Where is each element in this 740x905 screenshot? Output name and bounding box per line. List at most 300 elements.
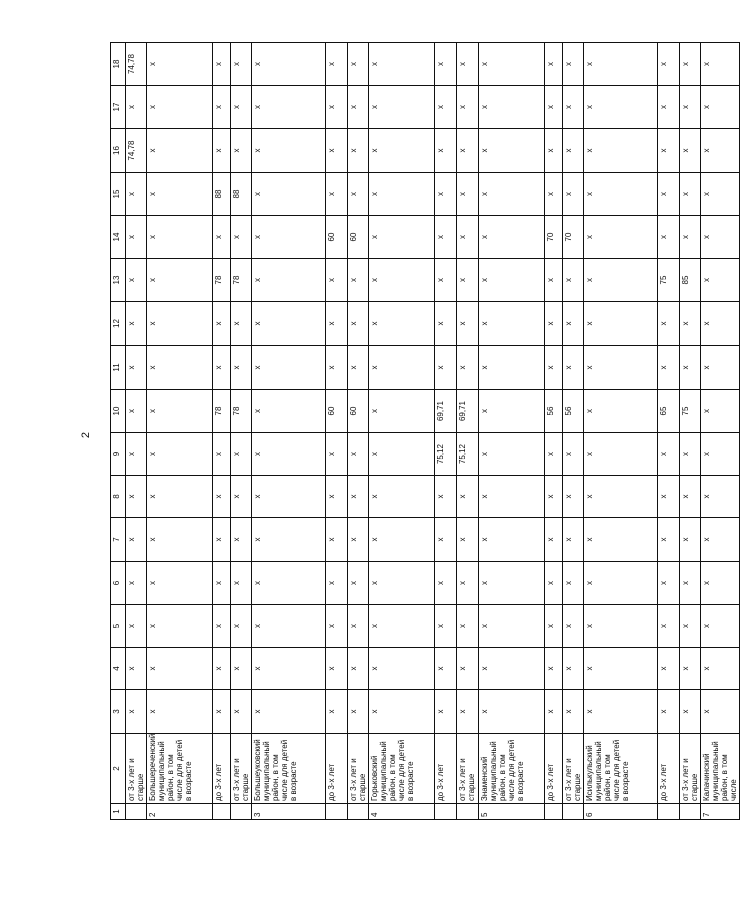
table-cell: х xyxy=(680,129,701,173)
table-cell: х xyxy=(658,86,680,129)
column-header: 2 xyxy=(111,734,126,804)
row-number xyxy=(213,804,231,820)
row-number: 3 xyxy=(252,804,326,820)
table-cell: х xyxy=(435,476,457,518)
table-cell: х xyxy=(545,518,563,562)
row-number: 6 xyxy=(584,804,658,820)
table-cell: х xyxy=(479,173,545,216)
table-cell: х xyxy=(126,476,147,518)
table-cell: х xyxy=(147,259,213,302)
table-cell: х xyxy=(658,173,680,216)
table-cell: х xyxy=(545,346,563,390)
table-cell: х xyxy=(479,302,545,346)
column-header: 18 xyxy=(111,43,126,86)
row-label: Большеуковский муниципальный район, в том числе для детей в возрасте xyxy=(252,734,326,804)
table-cell: 75,12 xyxy=(435,433,457,476)
table-cell: х xyxy=(348,562,369,605)
table-cell: х xyxy=(369,173,435,216)
table-row xyxy=(231,43,252,820)
table-cell: х xyxy=(545,605,563,648)
table-cell: х xyxy=(252,173,326,216)
row-label: от 3-х лет и старше xyxy=(348,734,369,804)
table-row xyxy=(213,43,231,820)
table-cell: х xyxy=(326,690,348,734)
table-cell: х xyxy=(584,648,658,690)
table-cell: х xyxy=(348,518,369,562)
table-cell: х xyxy=(584,259,658,302)
column-header: 7 xyxy=(111,518,126,562)
row-number xyxy=(126,804,147,820)
table-row xyxy=(126,43,147,820)
table-cell: х xyxy=(231,86,252,129)
table-cell: х xyxy=(435,259,457,302)
table-row xyxy=(701,43,740,820)
table-cell: х xyxy=(584,476,658,518)
table-cell: х xyxy=(231,302,252,346)
table-row xyxy=(680,43,701,820)
row-number: 5 xyxy=(479,804,545,820)
table-cell: х xyxy=(326,86,348,129)
row-label: от 3-х лет и старше xyxy=(563,734,584,804)
table-cell: х xyxy=(658,302,680,346)
table-cell: х xyxy=(680,302,701,346)
table-cell: х xyxy=(701,605,740,648)
table-cell: х xyxy=(369,690,435,734)
column-header: 10 xyxy=(111,390,126,433)
table-cell: х xyxy=(369,86,435,129)
header-row xyxy=(111,43,126,820)
table-cell: х xyxy=(435,690,457,734)
table-cell: х xyxy=(252,129,326,173)
table-cell: х xyxy=(147,43,213,86)
table-row xyxy=(435,43,457,820)
table-cell: х xyxy=(213,690,231,734)
table-cell: х xyxy=(457,86,479,129)
table-cell: х xyxy=(545,86,563,129)
table-cell: х xyxy=(126,562,147,605)
table-cell: х xyxy=(348,129,369,173)
table-cell: х xyxy=(680,43,701,86)
table-cell: х xyxy=(545,129,563,173)
table-cell: х xyxy=(213,129,231,173)
table-cell: х xyxy=(348,86,369,129)
table-cell: х xyxy=(147,86,213,129)
table-cell: х xyxy=(369,43,435,86)
table-cell: х xyxy=(658,346,680,390)
column-header: 16 xyxy=(111,129,126,173)
table-row xyxy=(457,43,479,820)
row-label: Исилькульский муниципальный район, в том числе для детей в возрасте xyxy=(584,734,658,804)
table-cell: х xyxy=(348,346,369,390)
table-cell: х xyxy=(680,648,701,690)
table-cell: х xyxy=(479,129,545,173)
table-cell: 60 xyxy=(348,390,369,433)
table-cell: х xyxy=(369,216,435,259)
table-cell: х xyxy=(658,476,680,518)
table-cell: х xyxy=(435,605,457,648)
table-cell: х xyxy=(126,346,147,390)
table-cell: х xyxy=(701,433,740,476)
table-cell: х xyxy=(457,346,479,390)
table-cell: 78 xyxy=(213,259,231,302)
table-cell: х xyxy=(545,433,563,476)
table-cell: х xyxy=(563,518,584,562)
row-number xyxy=(457,804,479,820)
table-cell: х xyxy=(658,129,680,173)
table-cell: х xyxy=(457,690,479,734)
table-cell: х xyxy=(584,390,658,433)
table-cell: х xyxy=(348,605,369,648)
table-cell: х xyxy=(658,216,680,259)
row-label: до 3-х лет xyxy=(326,734,348,804)
table-cell: х xyxy=(658,605,680,648)
table-cell: х xyxy=(435,346,457,390)
row-label: до 3-х лет xyxy=(658,734,680,804)
table-cell: х xyxy=(326,476,348,518)
table-cell: х xyxy=(658,433,680,476)
table-cell: х xyxy=(147,302,213,346)
table-cell: 70 xyxy=(545,216,563,259)
column-header: 3 xyxy=(111,690,126,734)
table-cell: х xyxy=(658,648,680,690)
table-cell: х xyxy=(479,43,545,86)
row-label: от 3-х лет и старше xyxy=(126,734,147,804)
table-cell: х xyxy=(584,518,658,562)
table-cell: х xyxy=(584,346,658,390)
table-cell: х xyxy=(231,476,252,518)
table-cell: х xyxy=(479,433,545,476)
table-cell: х xyxy=(701,302,740,346)
row-label: до 3-х лет xyxy=(213,734,231,804)
table-cell: х xyxy=(126,648,147,690)
column-header: 1 xyxy=(111,804,126,820)
column-header: 12 xyxy=(111,302,126,346)
row-number xyxy=(348,804,369,820)
row-number xyxy=(658,804,680,820)
table-cell: 88 xyxy=(213,173,231,216)
table-cell: х xyxy=(348,476,369,518)
table-cell: х xyxy=(126,605,147,648)
table-cell: х xyxy=(479,605,545,648)
table-cell: х xyxy=(435,302,457,346)
table-cell: х xyxy=(231,690,252,734)
table-cell: х xyxy=(457,562,479,605)
table-cell: х xyxy=(584,433,658,476)
table-cell: х xyxy=(457,648,479,690)
table-cell: х xyxy=(213,216,231,259)
table-cell: х xyxy=(545,690,563,734)
table-cell: х xyxy=(584,302,658,346)
table-cell: х xyxy=(252,648,326,690)
table-cell: х xyxy=(252,562,326,605)
table-cell: 60 xyxy=(326,216,348,259)
row-number: 4 xyxy=(369,804,435,820)
table-cell: х xyxy=(680,562,701,605)
table-row xyxy=(326,43,348,820)
table-cell: х xyxy=(326,173,348,216)
table-cell: х xyxy=(680,690,701,734)
table-cell: х xyxy=(147,129,213,173)
table-cell: 78 xyxy=(213,390,231,433)
table-cell: х xyxy=(479,690,545,734)
table-cell: х xyxy=(231,216,252,259)
table-cell: х xyxy=(435,129,457,173)
column-header: 4 xyxy=(111,648,126,690)
table-cell: х xyxy=(147,346,213,390)
table-cell: х xyxy=(326,259,348,302)
table-cell: х xyxy=(231,648,252,690)
table-cell: х xyxy=(326,346,348,390)
table-cell: х xyxy=(126,518,147,562)
table-cell: х xyxy=(231,562,252,605)
table-cell: х xyxy=(348,690,369,734)
table-cell: х xyxy=(457,173,479,216)
table-cell: х xyxy=(252,476,326,518)
table-cell: х xyxy=(326,129,348,173)
table-row xyxy=(545,43,563,820)
table-cell: х xyxy=(563,173,584,216)
table-cell: х xyxy=(479,390,545,433)
table-cell: х xyxy=(563,433,584,476)
table-cell: х xyxy=(701,129,740,173)
table-cell: х xyxy=(252,259,326,302)
table-cell: х xyxy=(435,173,457,216)
data-table xyxy=(110,42,740,820)
table-cell: х xyxy=(369,476,435,518)
table-cell: х xyxy=(369,302,435,346)
table-cell: х xyxy=(479,86,545,129)
column-header: 5 xyxy=(111,605,126,648)
table-cell: х xyxy=(545,648,563,690)
table-cell: х xyxy=(369,518,435,562)
table-cell: 75 xyxy=(680,390,701,433)
table-cell: х xyxy=(326,605,348,648)
row-label: от 3-х лет и старше xyxy=(231,734,252,804)
table-cell: х xyxy=(369,390,435,433)
table-cell: х xyxy=(701,86,740,129)
table-cell: х xyxy=(126,216,147,259)
table-cell: х xyxy=(680,476,701,518)
table-cell: х xyxy=(680,433,701,476)
table-cell: х xyxy=(435,86,457,129)
table-cell: х xyxy=(252,43,326,86)
table-cell: х xyxy=(701,648,740,690)
table-cell: х xyxy=(584,690,658,734)
table-cell: х xyxy=(326,518,348,562)
table-cell: х xyxy=(435,648,457,690)
table-cell: х xyxy=(126,86,147,129)
table-cell: х xyxy=(126,173,147,216)
table-cell: х xyxy=(147,390,213,433)
table-cell: х xyxy=(369,433,435,476)
table-cell: х xyxy=(326,562,348,605)
table-cell: х xyxy=(147,518,213,562)
table-cell: х xyxy=(231,43,252,86)
table-cell: 65 xyxy=(658,390,680,433)
table-cell: х xyxy=(545,43,563,86)
table-cell: х xyxy=(680,605,701,648)
row-label: Калачинский муниципальный район, в том числе xyxy=(701,734,740,804)
table-cell: х xyxy=(545,302,563,346)
table-cell: х xyxy=(584,86,658,129)
table-cell: х xyxy=(701,173,740,216)
table-cell: 60 xyxy=(326,390,348,433)
table-cell: х xyxy=(457,259,479,302)
row-label: Большереченский муниципальный район, в том числе для детей в возрасте xyxy=(147,734,213,804)
table-cell: х xyxy=(658,690,680,734)
table-cell: х xyxy=(126,433,147,476)
table-cell: х xyxy=(348,433,369,476)
table-cell: х xyxy=(231,518,252,562)
page-number: 2 xyxy=(80,431,92,439)
table-cell: х xyxy=(369,346,435,390)
table-cell: х xyxy=(545,259,563,302)
table-cell: х xyxy=(479,216,545,259)
table-cell: х xyxy=(231,346,252,390)
row-label: до 3-х лет xyxy=(435,734,457,804)
table-cell: 69,71 xyxy=(435,390,457,433)
table-cell: х xyxy=(563,476,584,518)
column-header: 11 xyxy=(111,346,126,390)
table-cell: х xyxy=(147,605,213,648)
table-cell: 88 xyxy=(231,173,252,216)
table-cell: х xyxy=(658,518,680,562)
table-cell: х xyxy=(479,562,545,605)
table-cell: х xyxy=(252,346,326,390)
table-row xyxy=(252,43,326,820)
table-cell: х xyxy=(701,518,740,562)
table-cell: х xyxy=(126,302,147,346)
table-cell: х xyxy=(326,43,348,86)
table-cell: х xyxy=(252,216,326,259)
table-cell: х xyxy=(126,690,147,734)
row-number: 2 xyxy=(147,804,213,820)
table-cell: 78 xyxy=(231,259,252,302)
table-cell: х xyxy=(252,433,326,476)
table-cell: 75,12 xyxy=(457,433,479,476)
table-cell: х xyxy=(545,476,563,518)
table-cell: х xyxy=(563,43,584,86)
table-cell: х xyxy=(584,216,658,259)
table-cell: х xyxy=(348,302,369,346)
row-number xyxy=(326,804,348,820)
table-cell: х xyxy=(147,173,213,216)
table-cell: х xyxy=(326,433,348,476)
table-cell: х xyxy=(348,173,369,216)
table-cell: х xyxy=(213,346,231,390)
row-label: Знаменский муниципальный район, в том числе для детей в возрасте xyxy=(479,734,545,804)
row-label: от 3-х лет и старше xyxy=(680,734,701,804)
table-row xyxy=(348,43,369,820)
table-cell: х xyxy=(563,302,584,346)
table-cell: х xyxy=(701,216,740,259)
table-cell: х xyxy=(457,216,479,259)
table-cell: х xyxy=(213,43,231,86)
table-cell: х xyxy=(213,605,231,648)
table-cell: х xyxy=(126,259,147,302)
table-cell: х xyxy=(348,648,369,690)
table-cell: х xyxy=(252,86,326,129)
table-cell: х xyxy=(545,173,563,216)
table-cell: х xyxy=(563,648,584,690)
table-cell: 75 xyxy=(658,259,680,302)
row-number xyxy=(545,804,563,820)
table-cell: х xyxy=(252,605,326,648)
table-cell: х xyxy=(680,86,701,129)
table-cell: х xyxy=(584,129,658,173)
table-cell: х xyxy=(147,648,213,690)
table-cell: х xyxy=(563,259,584,302)
table-cell: х xyxy=(213,518,231,562)
table-cell: х xyxy=(147,216,213,259)
table-cell: х xyxy=(126,390,147,433)
table-cell: х xyxy=(701,562,740,605)
table-cell: х xyxy=(147,562,213,605)
table-cell: 69,71 xyxy=(457,390,479,433)
table-cell: х xyxy=(457,605,479,648)
column-header: 8 xyxy=(111,476,126,518)
table-cell: х xyxy=(213,648,231,690)
table-cell: х xyxy=(701,259,740,302)
table-cell: х xyxy=(326,302,348,346)
table-cell: х xyxy=(369,562,435,605)
row-label: до 3-х лет xyxy=(545,734,563,804)
table-cell: х xyxy=(457,302,479,346)
table-cell: 70 xyxy=(563,216,584,259)
table-cell: х xyxy=(701,690,740,734)
table-cell: х xyxy=(479,259,545,302)
table-cell: х xyxy=(435,43,457,86)
column-header: 14 xyxy=(111,216,126,259)
table-cell: х xyxy=(369,129,435,173)
table-cell: х xyxy=(563,562,584,605)
table-cell: х xyxy=(563,86,584,129)
table-cell: х xyxy=(213,476,231,518)
table-cell: х xyxy=(457,476,479,518)
column-header: 15 xyxy=(111,173,126,216)
table-cell: х xyxy=(479,648,545,690)
table-cell: х xyxy=(252,518,326,562)
row-number xyxy=(563,804,584,820)
row-label: от 3-х лет и старше xyxy=(457,734,479,804)
table-cell: х xyxy=(252,390,326,433)
rotated-table-container xyxy=(110,52,738,820)
table-row xyxy=(584,43,658,820)
table-cell: х xyxy=(348,259,369,302)
table-cell: х xyxy=(348,43,369,86)
table-cell: х xyxy=(457,518,479,562)
table-cell: х xyxy=(435,216,457,259)
table-cell: х xyxy=(563,346,584,390)
table-cell: х xyxy=(369,648,435,690)
table-cell: х xyxy=(369,259,435,302)
table-cell: х xyxy=(658,562,680,605)
table-cell: х xyxy=(213,302,231,346)
table-cell: х xyxy=(231,605,252,648)
row-number xyxy=(231,804,252,820)
table-cell: х xyxy=(680,518,701,562)
table-cell: х xyxy=(457,43,479,86)
table-cell: х xyxy=(563,129,584,173)
table-cell: х xyxy=(479,346,545,390)
table-cell: х xyxy=(584,562,658,605)
table-cell: 56 xyxy=(563,390,584,433)
table-cell: х xyxy=(435,518,457,562)
table-cell: х xyxy=(701,346,740,390)
table-cell: х xyxy=(252,302,326,346)
table-cell: х xyxy=(584,173,658,216)
table-cell: х xyxy=(369,605,435,648)
